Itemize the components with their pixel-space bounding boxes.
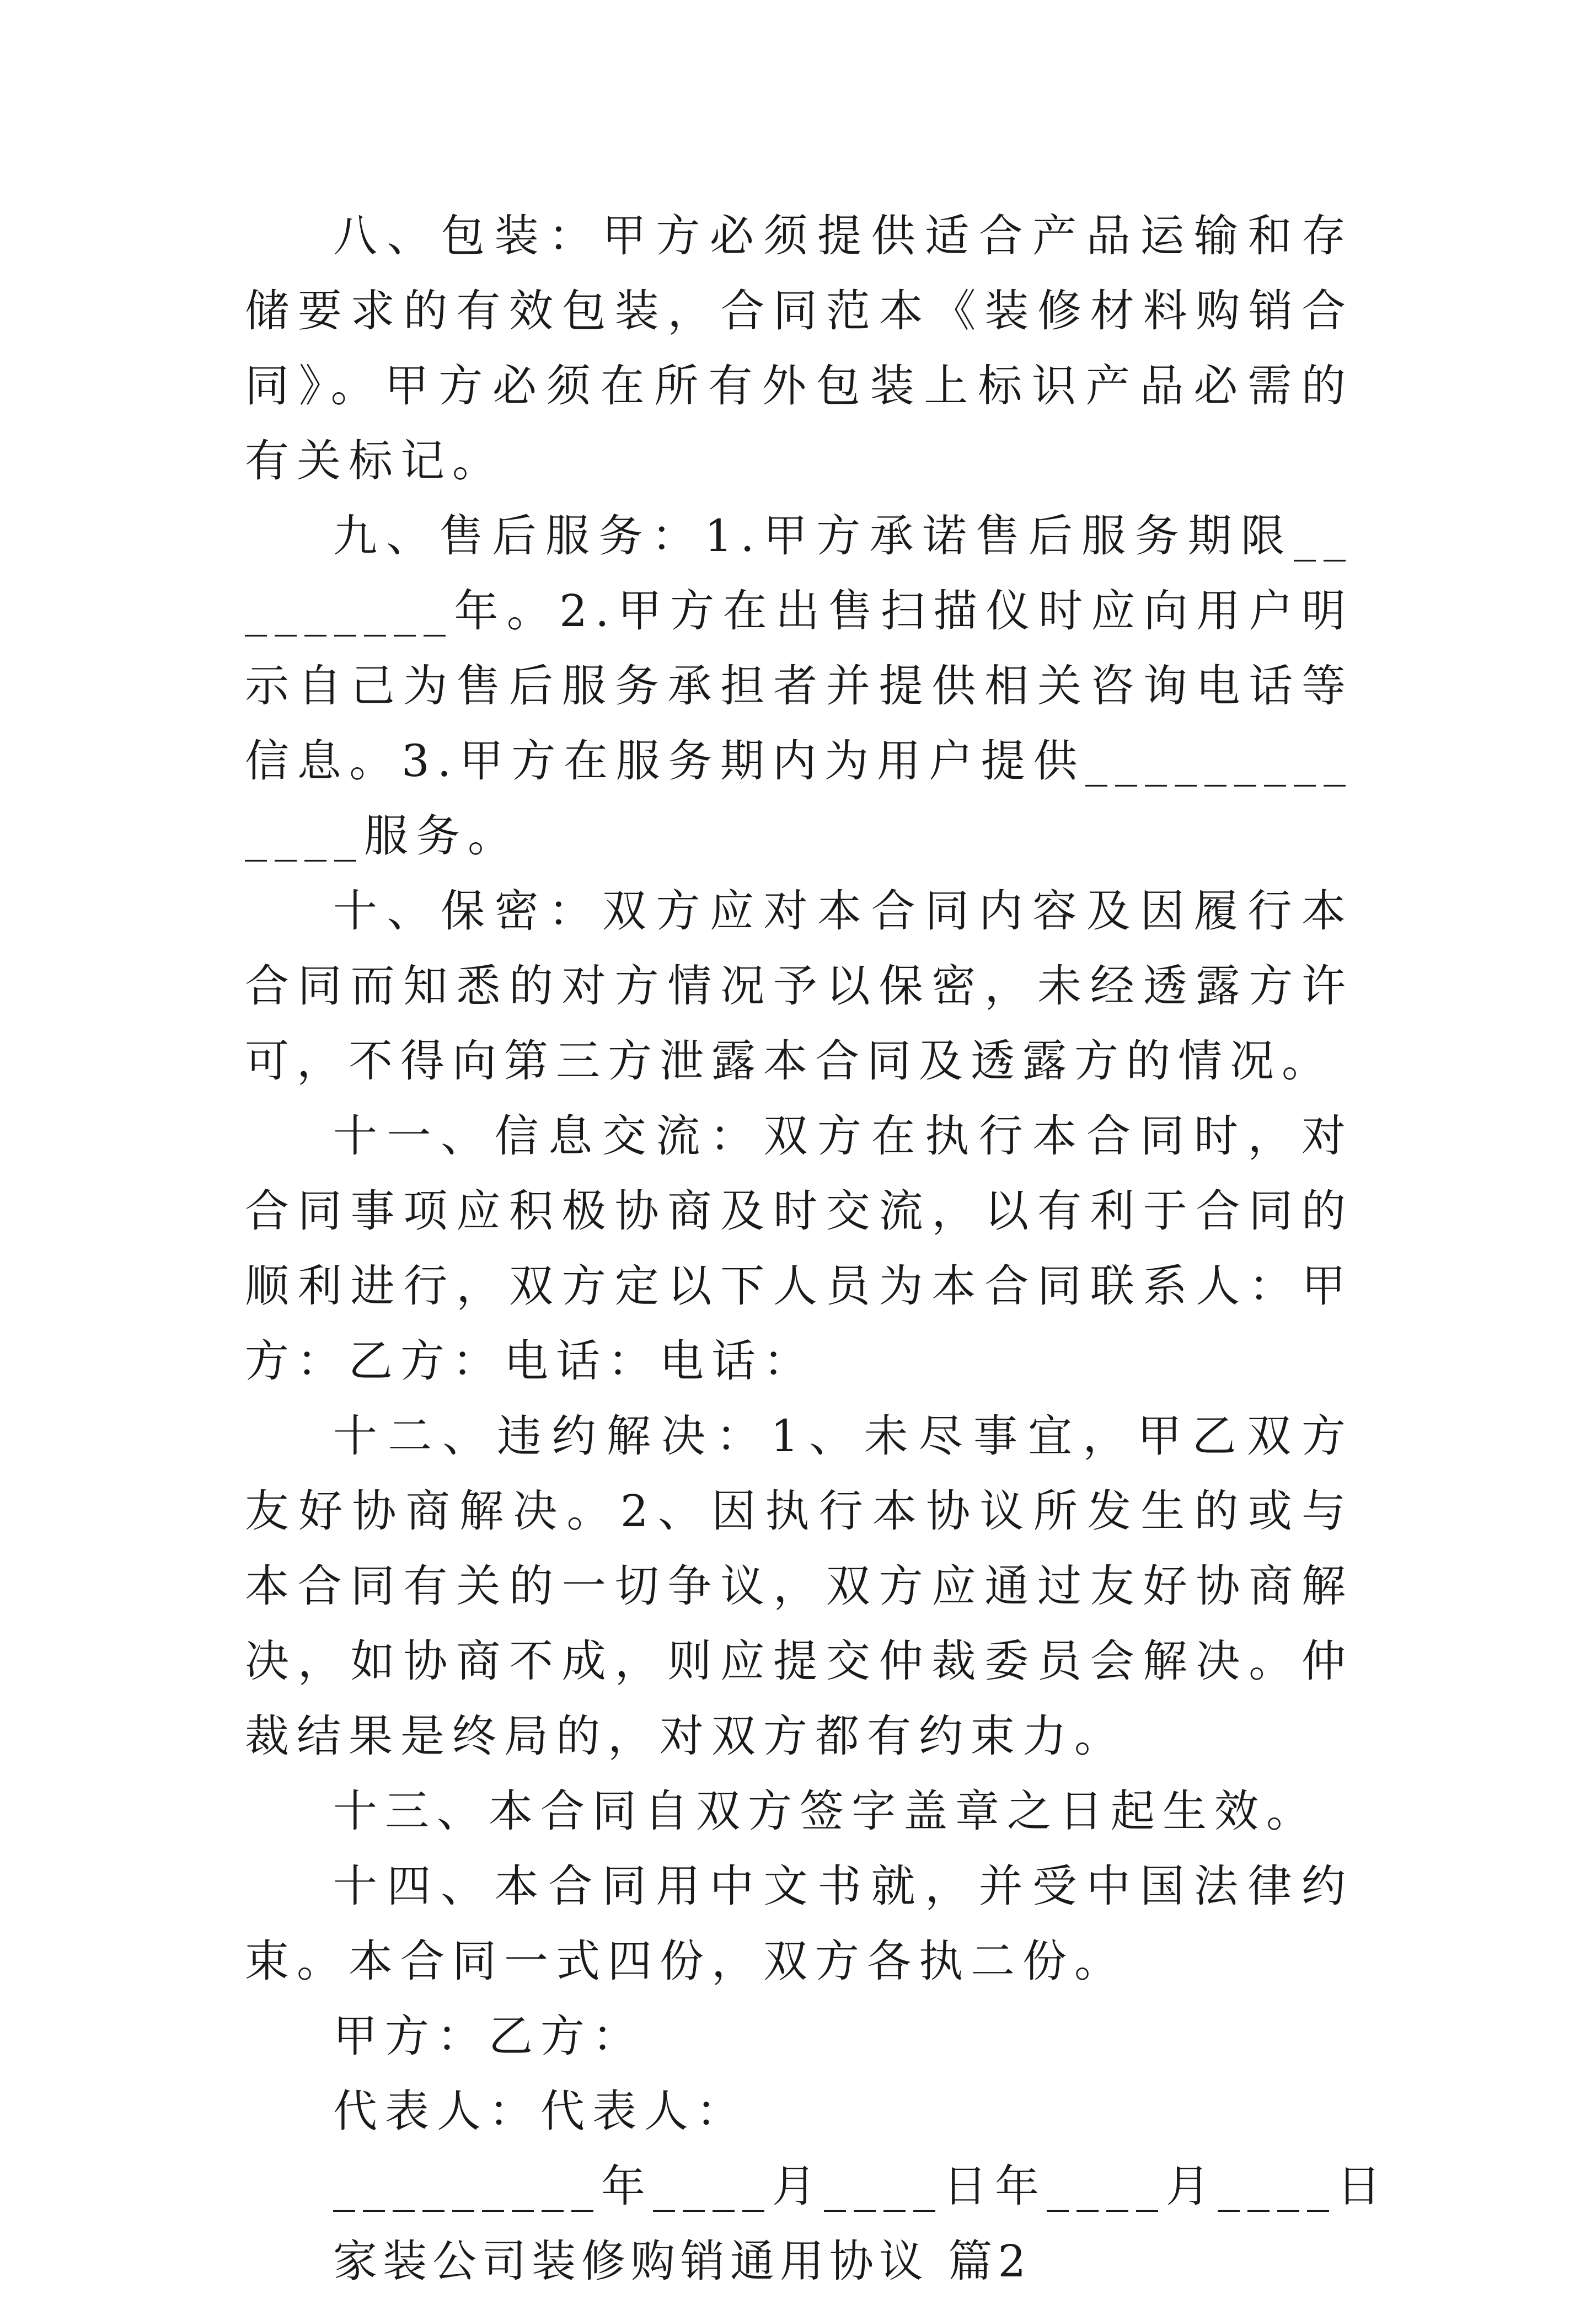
signature-parties-line: 甲方：乙方： xyxy=(333,2011,644,2062)
clause-13-effective-date: 十三、本合同自双方签字盖章之日起生效。 xyxy=(333,1785,1318,1837)
clause-9-after-sales-service: 九、售后服务：1.甲方承诺售后服务期限_________年。2.甲方在出售扫描仪时应向用户明示自己为售后服务承担者并提供相关咨询电话等信息。3.甲方在服务期内为用户提供_____________服务。 xyxy=(245,510,1353,862)
clause-14-language-and-copies: 十四、本合同用中文书就，并受中国法律约束。本合同一式四份，双方各执二份。 xyxy=(245,1860,1353,1987)
clause-12-dispute-resolution: 十二、违约解决：1、未尽事宜，甲乙双方友好协商解决。2、因执行本协议所发生的或与本合同有关的一切争议，双方应通过友好协商解决，如协商不成，则应提交仲裁委员会解决。仲裁结果是终局的，对双方都有约束力。 xyxy=(245,1410,1353,1762)
signature-date-line: _________年____月____日年____月____日 xyxy=(333,2161,1389,2212)
clause-8-packaging: 八、包装：甲方必须提供适合产品运输和存储要求的有效包装，合同范本《装修材料购销合同》。甲方必须在所有外包装上标识产品必需的有关标记。 xyxy=(245,210,1353,486)
contract-body xyxy=(245,199,1389,2299)
clause-10-confidentiality: 十、保密：双方应对本合同内容及因履行本合同而知悉的对方情况予以保密，未经透露方许可，不得向第三方泄露本合同及透露方的情况。 xyxy=(245,885,1353,1087)
signature-representatives-line: 代表人：代表人： xyxy=(333,2086,748,2137)
clause-11-information-exchange: 十一、信息交流：双方在执行本合同时，对合同事项应积极协商及时交流，以有利于合同的顺利进行，双方定以下人员为本合同联系人：甲方：乙方：电话：电话： xyxy=(245,1110,1353,1387)
next-section-title: 家装公司装修购销通用协议 篇2 xyxy=(333,2236,1032,2287)
